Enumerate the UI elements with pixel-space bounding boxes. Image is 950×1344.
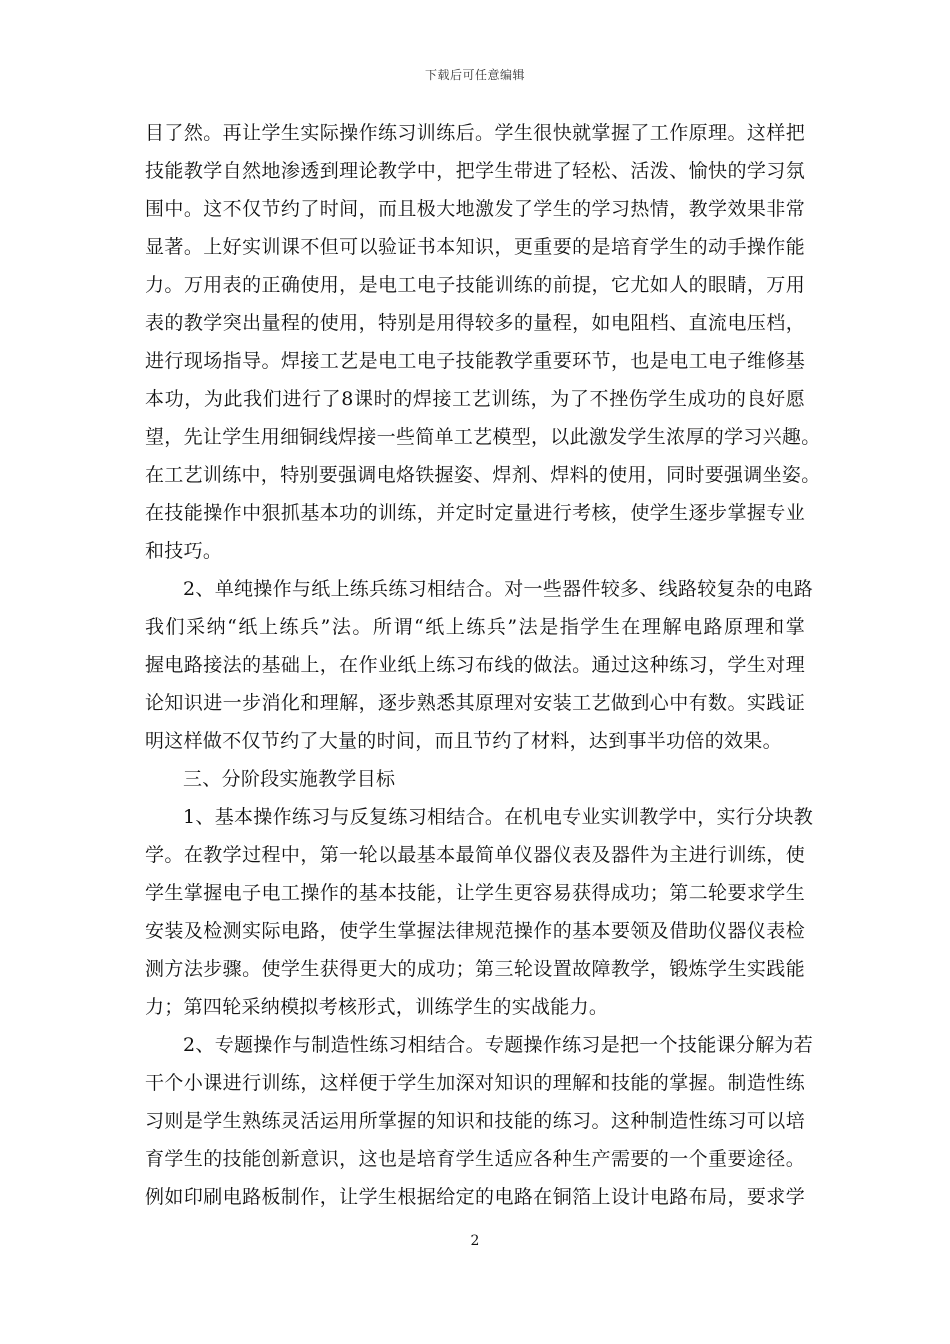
text-line: 学生掌握电子电工操作的基本技能，让学生更容易获得成功；第二轮要求学生: [145, 882, 805, 904]
paragraph-first-line: 1、基本操作练习与反复练习相结合。在机电专业实训教学中，实行分块教: [183, 806, 813, 828]
text-line: 握电路接法的基础上，在作业纸上练习布线的做法。通过这种练习，学生对理: [145, 654, 805, 676]
text-line: 力。万用表的正确使用，是电工电子技能训练的前提，它尤如人的眼睛，万用: [145, 274, 805, 296]
page-header: 下载后可任意编辑: [424, 68, 525, 82]
text-line: 学。在教学过程中，第一轮以最基本最简单仪器仪表及器件为主进行训练，使: [145, 844, 805, 866]
paragraph-first-line: 2、单纯操作与纸上练兵练习相结合。对一些器件较多、线路较复杂的电路: [183, 578, 813, 600]
text-line: 目了然。再让学生实际操作练习训练后。学生很快就掌握了工作原理。这样把: [145, 122, 805, 144]
text-line: 围中。这不仅节约了时间，而且极大地激发了学生的学习热情，教学效果非常: [145, 198, 805, 220]
text-line: 望，先让学生用细铜线焊接一些简单工艺模型，以此激发学生浓厚的学习兴趣。: [145, 426, 821, 448]
text-line: 本功，为此我们进行了8课时的焊接工艺训练，为了不挫伤学生成功的良好愿: [145, 388, 805, 410]
text-line: 育学生的技能创新意识，这也是培育学生适应各种生产需要的一个重要途径。: [145, 1148, 805, 1170]
text-line: 在工艺训练中，特别要强调电烙铁握姿、焊剂、焊料的使用，同时要强调坐姿。: [145, 464, 821, 486]
text-line: 进行现场指导。焊接工艺是电工电子技能教学重要环节，也是电工电子维修基: [145, 350, 805, 372]
text-line: 论知识进一步消化和理解，逐步熟悉其原理对安装工艺做到心中有数。实践证: [145, 692, 805, 714]
text-line: 习则是学生熟练灵活运用所掌握的知识和技能的练习。这种制造性练习可以培: [145, 1110, 805, 1132]
text-line: 明这样做不仅节约了大量的时间，而且节约了材料，达到事半功倍的效果。: [145, 730, 782, 752]
text-line: 显著。上好实训课不但可以验证书本知识，更重要的是培育学生的动手操作能: [145, 236, 805, 258]
text-line: 表的教学突出量程的使用，特别是用得较多的量程，如电阻档、直流电压档，: [145, 312, 805, 334]
document-body: [145, 114, 821, 1216]
text-line: 安装及检测实际电路，使学生掌握法律规范操作的基本要领及借助仪器仪表检: [145, 920, 805, 942]
text-line: 干个小课进行训练，这样便于学生加深对知识的理解和技能的掌握。制造性练: [145, 1072, 805, 1094]
text-line: 我们采纳“纸上练兵”法。所谓“纸上练兵”法是指学生在理解电路原理和掌: [145, 616, 805, 638]
text-line: 在技能操作中狠抓基本功的训练，并定时定量进行考核，使学生逐步掌握专业: [145, 502, 805, 524]
text-line: 例如印刷电路板制作，让学生根据给定的电路在铜箔上设计电路布局，要求学: [145, 1186, 805, 1208]
text-line: 测方法步骤。使学生获得更大的成功；第三轮设置故障教学，锻炼学生实践能: [145, 958, 805, 980]
text-line: 力；第四轮采纳模拟考核形式，训练学生的实战能力。: [145, 996, 609, 1018]
text-line: 技能教学自然地渗透到理论教学中，把学生带进了轻松、活泼、愉快的学习氛: [145, 160, 805, 182]
paragraph-first-line: 2、专题操作与制造性练习相结合。专题操作练习是把一个技能课分解为若: [183, 1034, 813, 1056]
text-line: 和技巧。: [145, 540, 223, 562]
page-number: 2: [470, 1233, 480, 1249]
section-heading: 三、分阶段实施教学目标: [183, 768, 396, 790]
